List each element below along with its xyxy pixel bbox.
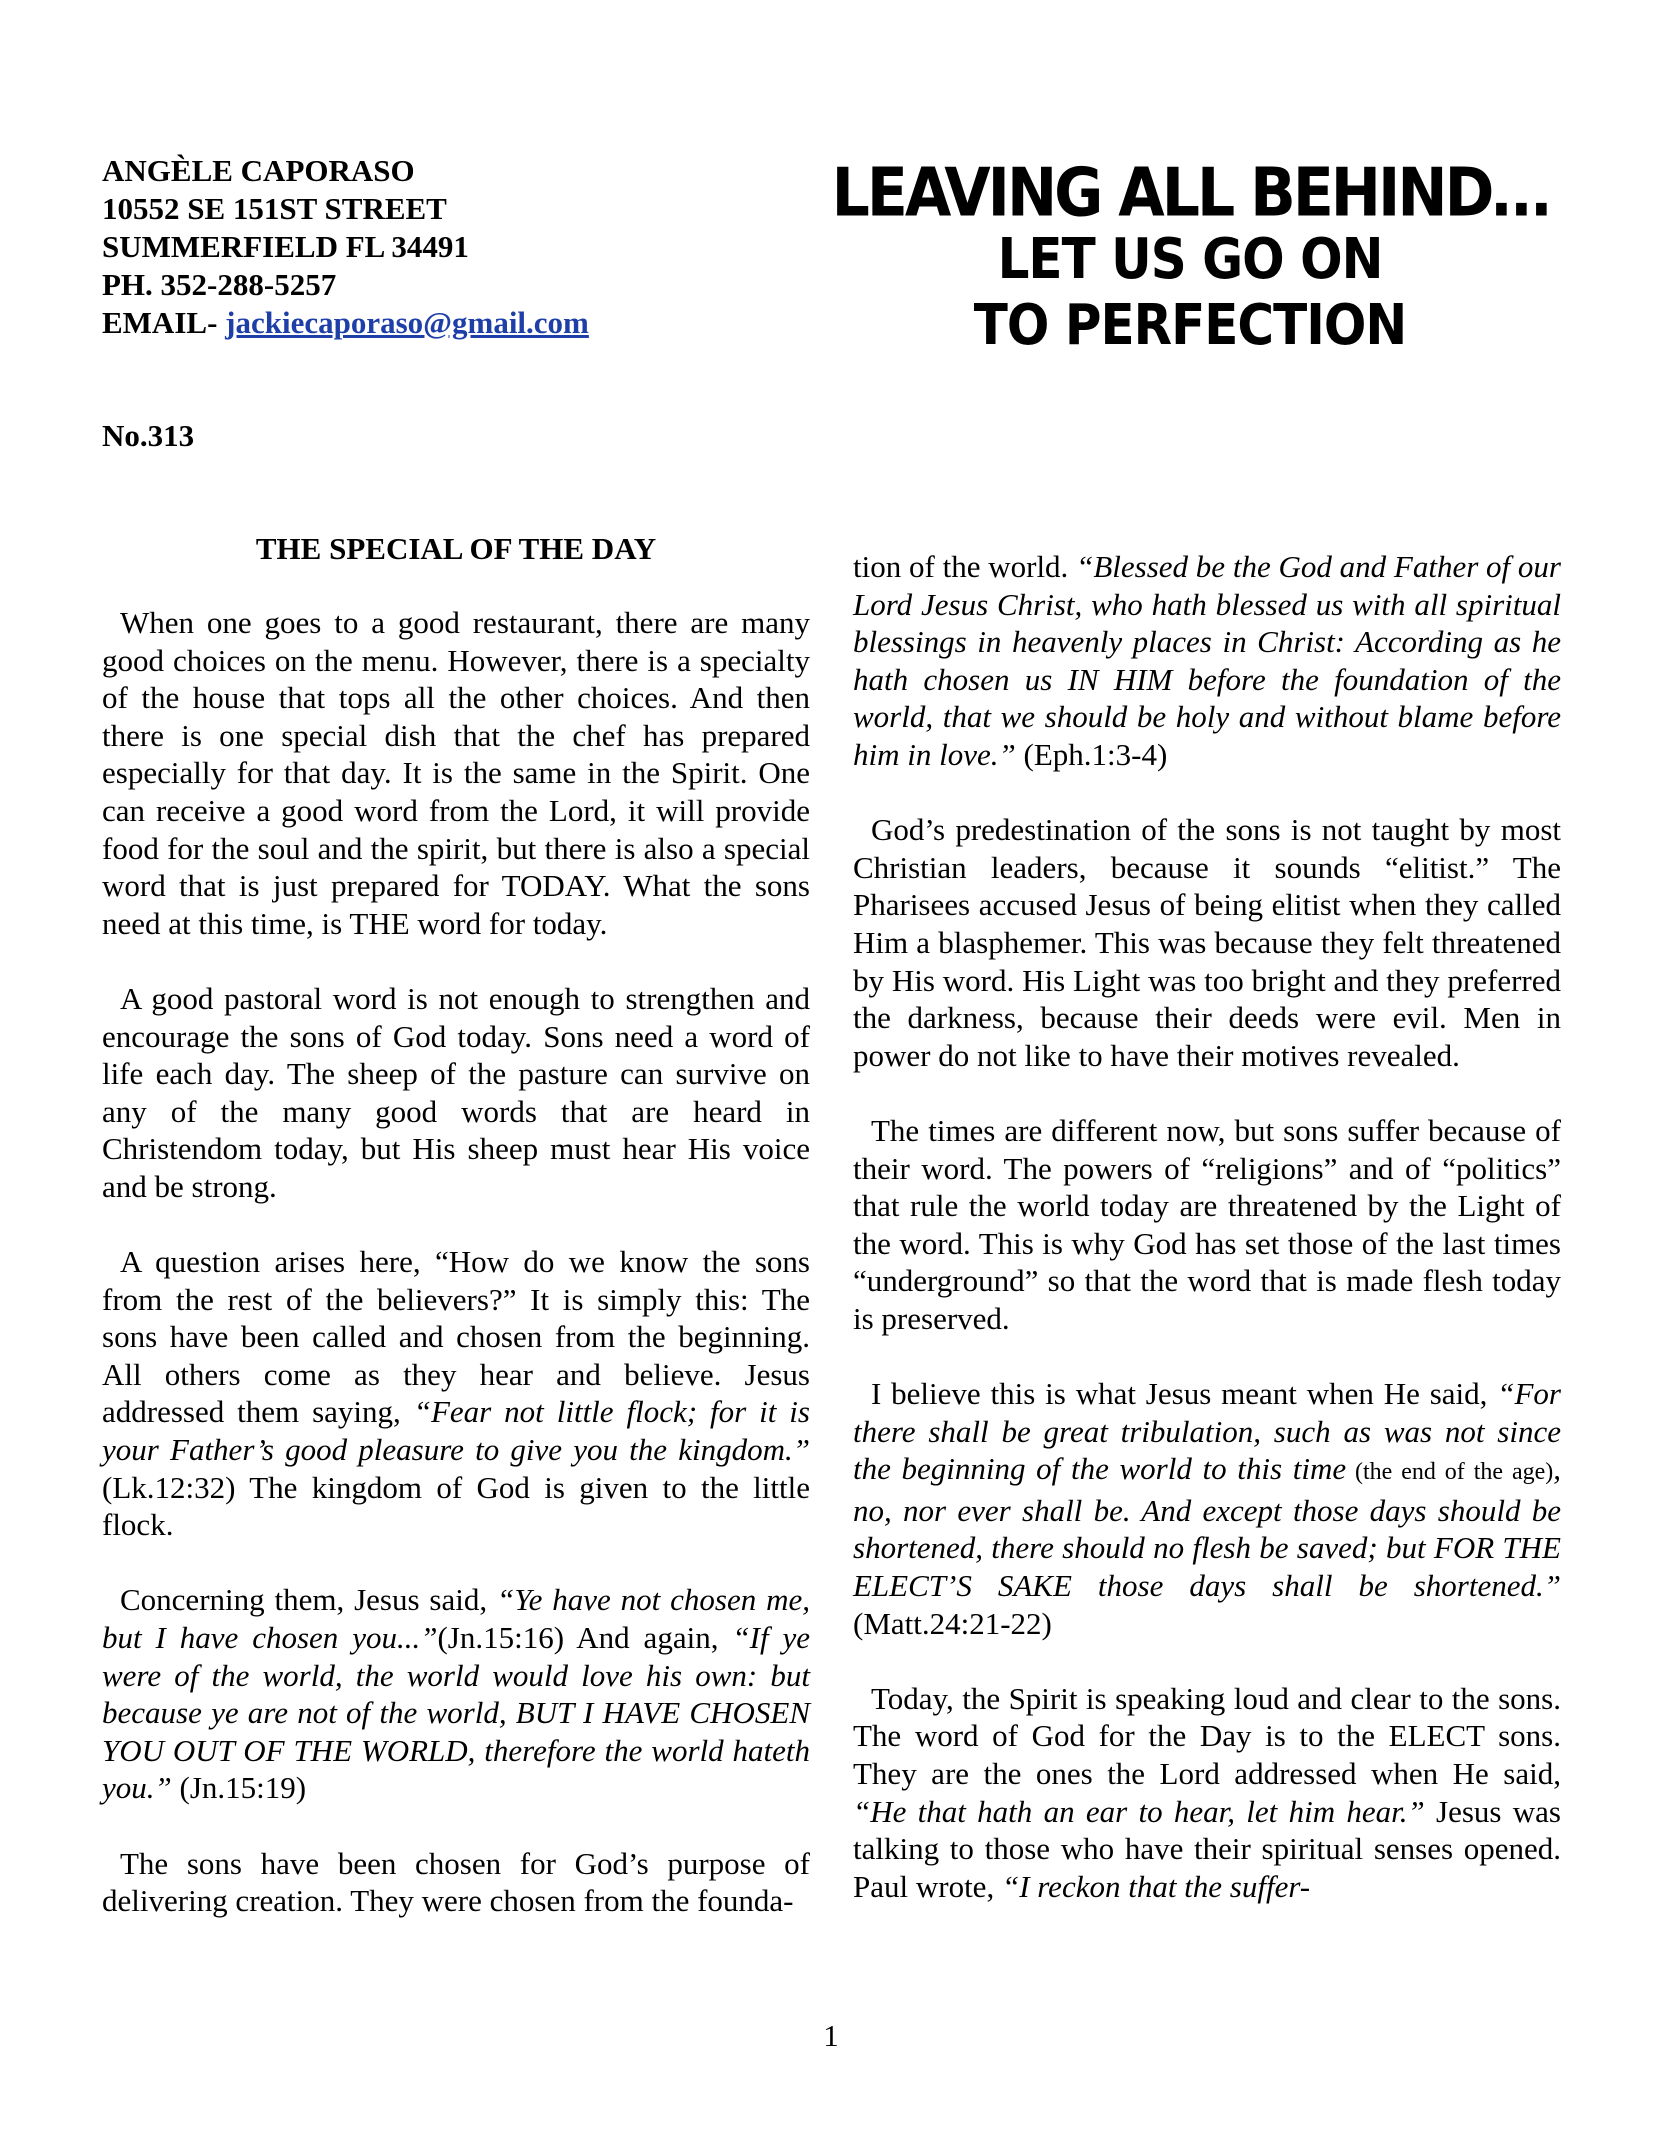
masthead-line-1: LEAVING ALL BEHIND…	[831, 153, 1549, 233]
text-run: (Matt.24:21-22)	[853, 1605, 1052, 1641]
text-run: (Eph.1:3-4)	[1015, 736, 1168, 772]
left-column	[102, 530, 810, 1957]
paragraph: A good pastoral word is not enough to strengthen and encourage the sons of God today. Sons need a word of life each day. The sheep of the pasture can survive on any of the many good words that are heard in Christendom today, but His sheep must hear His voice and be strong.	[102, 980, 810, 1204]
paragraph: God’s predestination of the sons is not taught by most Christian leaders, because it sounds “elitist.” The Pharisees accused Jesus of being elitist when they called Him a blasphemer. This was because they felt threatened by His word. His Light was too bright and they preferred the darkness, because their deeds were evil. Men in power do not like to have their motives revealed.	[853, 812, 1561, 1073]
aside-note: (the end of the age)	[1346, 1459, 1554, 1486]
scripture-quote: “Fear not little flock; for it is your Father’s good pleasure to give you the kingdom.”	[102, 1394, 810, 1468]
paragraph: When one goes to a good restaurant, there are many good choices on the menu. However, there is a specialty of the house that tops all the other choices. And then there is one special dish that the chef has prepared especially for that day. It is the same in the Spirit. One can receive a good word from the Lord, it will provide food for the soul and the spirit, but there is also a special word that is just prepared for TODAY. What the sons need at this time, is THE word for today.	[102, 605, 810, 941]
scripture-quote: “Ye have not chosen me, but I have chosen you...”	[102, 1582, 810, 1656]
text-run: Concerning them, Jesus said,	[120, 1582, 497, 1618]
sender-street: 10552 SE 151ST STREET	[102, 191, 447, 226]
text-run: tion of the world.	[853, 549, 1077, 584]
scripture-quote: “He that hath an ear to hear, let him hear.”	[853, 1793, 1425, 1829]
article-title: THE SPECIAL OF THE DAY	[255, 531, 657, 566]
paragraph	[102, 1243, 810, 1544]
paragraph	[853, 1680, 1561, 1906]
paragraph: The sons have been chosen for God’s purpose of delivering creation. They were chosen from the founda-	[102, 1845, 810, 1919]
right-column	[853, 548, 1561, 1943]
scripture-quote: “For there shall be great tribulation, such as was not since the beginning of the world to this time	[853, 1376, 1561, 1487]
text-run: I believe this is what Jesus meant when He said,	[871, 1376, 1498, 1412]
masthead	[800, 153, 1580, 358]
email-link[interactable]: jackiecaporaso@gmail.com	[225, 305, 589, 340]
sender-name: ANGÈLE CAPORASO	[102, 153, 415, 188]
text-run: (Jn.15:16) And again,	[437, 1620, 733, 1656]
text-run: Jesus was talking to those who have their spiritual senses opened. Paul wrote,	[853, 1793, 1561, 1904]
text-run: (Lk.12:32) The kingdom of God is given to the little flock.	[102, 1469, 810, 1543]
text-run: (Jn.15:19)	[171, 1770, 307, 1806]
paragraph	[102, 1581, 810, 1807]
page-number: 1	[823, 2018, 839, 2053]
email-label: EMAIL-	[102, 305, 226, 340]
text-run: Today, the Spirit is speaking loud and clear to the sons. The word of God for the Day is to the ELECT sons. They are the ones the Lord addressed when He said,	[853, 1680, 1561, 1791]
issue-number: No.313	[102, 418, 195, 453]
paragraph	[853, 1375, 1561, 1642]
masthead-line-2: LET US GO ON	[997, 226, 1383, 292]
paragraph: The times are different now, but sons suffer because of their word. The powers of “religions” and of “politics” that rule the world today are threatened by the Light of the word. This is why God has set those of the last times “underground” so that the word that is made flesh today is preserved.	[853, 1112, 1561, 1336]
sender-phone: PH. 352-288-5257	[102, 267, 337, 302]
sender-email-line	[102, 304, 589, 342]
scripture-quote: “If ye were of the world, the world would love his own: but because ye are not of the world, BUT I HAVE CHOSEN YOU OUT OF THE WORLD, therefore the world hateth you.”	[102, 1620, 810, 1806]
masthead-line-3: TO PERFECTION	[973, 292, 1407, 358]
scripture-quote: “I reckon that the suffer-	[1001, 1868, 1311, 1904]
sender-address	[102, 152, 589, 342]
sender-city: SUMMERFIELD FL 34491	[102, 229, 469, 264]
text-run: A question arises here, “How do we know the sons from the rest of the believers?” It is simply this: The sons have been called and chosen from the beginning. All others come as they hear and believe. Jesus addressed them saying,	[102, 1244, 810, 1430]
scripture-quote: , no, nor ever shall be. And except those days should be shortened, there should no flesh be saved; but FOR THE ELECT’S SAKE those days shall be shortened.”	[853, 1451, 1561, 1604]
paragraph	[853, 548, 1561, 774]
scripture-quote: “Blessed be the God and Father of our Lord Jesus Christ, who hath blessed us with all spiritual blessings in heavenly places in Christ: According as he hath chosen us IN HIM before the foundation of the world, that we should be holy and without blame before him in love.”	[853, 549, 1561, 772]
